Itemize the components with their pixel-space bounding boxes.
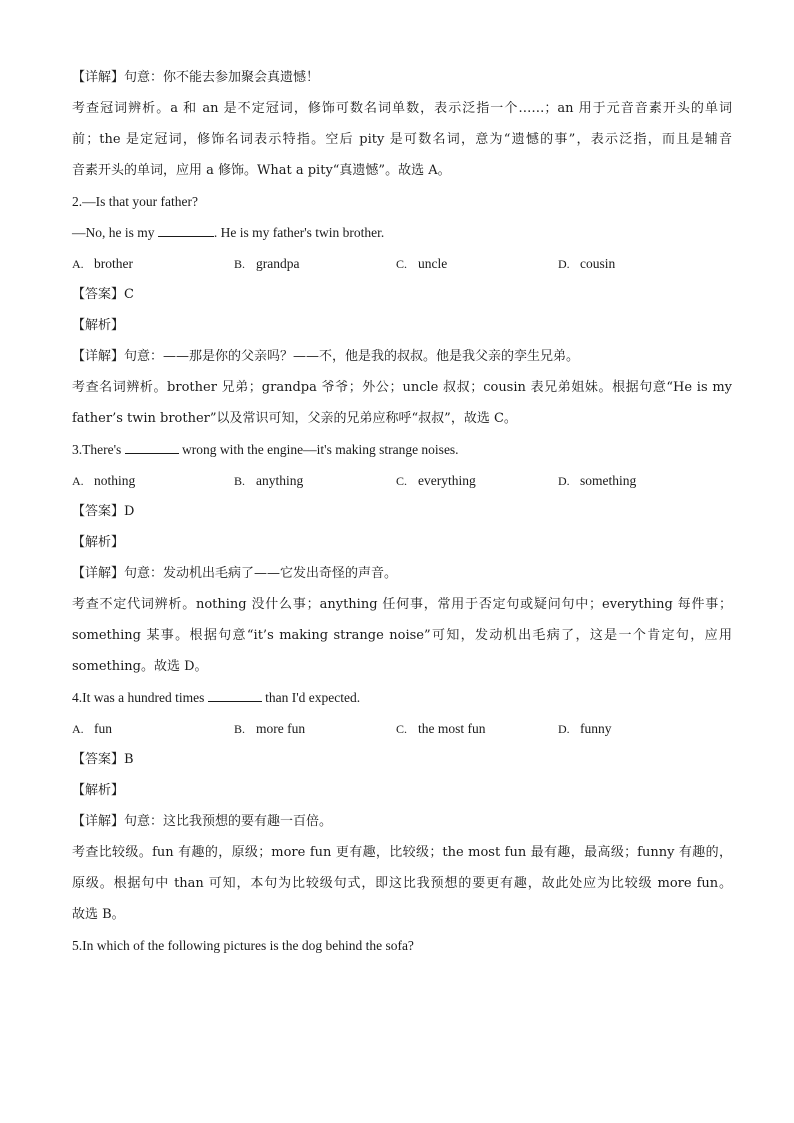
q3-option-c <box>396 465 558 496</box>
q3-analysis-line: something。故选 D。 <box>72 659 208 674</box>
q3-answer: 【答案】D <box>72 504 135 519</box>
q2-analysis-line: father’s twin brother”以及常识可知，父亲的兄弟应称呼“叔叔”，故选 C。 <box>72 411 517 426</box>
q3-options <box>72 465 732 496</box>
q3-option-b <box>234 465 396 496</box>
q1-analysis-line: 考查冠词辨析。a 和 an 是不定冠词，修饰可数名词单数，表示泛指一个……；an 用于元音音素开头的单词 <box>72 101 732 116</box>
q2-detail: 【详解】句意：——那是你的父亲吗？——不，他是我的叔叔。他是我父亲的孪生兄弟。 <box>72 349 580 364</box>
option-text: everything <box>418 473 476 488</box>
option-text: the most fun <box>418 721 486 736</box>
q4-analysis-line: 故选 B。 <box>72 907 125 922</box>
q4-options <box>72 713 732 744</box>
q2-blank <box>158 224 214 237</box>
option-text: anything <box>256 473 304 488</box>
q2-stem-line1: 2.—Is that your father? <box>72 194 198 209</box>
option-letter: D. <box>558 722 570 736</box>
q5-stem: 5.In which of the following pictures is the dog behind the sofa? <box>72 938 414 953</box>
q4-option-a <box>72 713 234 744</box>
option-letter: C. <box>396 474 408 488</box>
q3-option-d <box>558 465 720 496</box>
q4-blank <box>208 689 262 702</box>
option-letter: A. <box>72 257 84 271</box>
q2-option-d <box>558 248 720 279</box>
q4-analysis-line: 考查比较级。fun 有趣的，原级；more fun 更有趣，比较级；the most fun 最有趣，最高级；funny 有趣的， <box>72 845 732 860</box>
option-text: something <box>580 473 637 488</box>
option-text: cousin <box>580 256 616 271</box>
option-letter: A. <box>72 722 84 736</box>
q2-option-b <box>234 248 396 279</box>
q3-stem <box>72 434 732 465</box>
q3-stem-before: 3.There's <box>72 442 122 457</box>
q3-option-a <box>72 465 234 496</box>
option-text: fun <box>94 721 112 736</box>
option-letter: C. <box>396 722 408 736</box>
q3-stem-after: wrong with the engine—it's making strange noises. <box>182 442 459 457</box>
q4-jiexi-heading: 【解析】 <box>72 783 125 798</box>
option-letter: D. <box>558 474 570 488</box>
option-text: more fun <box>256 721 306 736</box>
option-letter: D. <box>558 257 570 271</box>
option-letter: B. <box>234 257 246 271</box>
q2-analysis-line: 考查名词辨析。brother 兄弟；grandpa 爷爷；外公；uncle 叔叔；cousin 表兄弟姐妹。根据句意“He is my <box>72 380 732 395</box>
option-letter: A. <box>72 474 84 488</box>
option-text: nothing <box>94 473 136 488</box>
option-letter: C. <box>396 257 408 271</box>
q2-options <box>72 248 732 279</box>
option-letter: B. <box>234 474 246 488</box>
q4-option-d <box>558 713 720 744</box>
option-text: uncle <box>418 256 448 271</box>
q1-detail: 【详解】句意：你不能去参加聚会真遗憾！ <box>72 70 320 85</box>
q3-jiexi-heading: 【解析】 <box>72 535 125 550</box>
q3-analysis-line: 考查不定代词辨析。nothing 没什么事；anything 任何事，常用于否定句或疑问句中；everything 每件事； <box>72 597 732 612</box>
q2-stem-after: . He is my father's twin brother. <box>213 225 385 240</box>
q2-stem-line2 <box>72 217 732 248</box>
q2-option-a <box>72 248 234 279</box>
option-text: grandpa <box>256 256 300 271</box>
option-text: brother <box>94 256 133 271</box>
q4-answer: 【答案】B <box>72 752 134 767</box>
q2-option-c <box>396 248 558 279</box>
q2-jiexi-heading: 【解析】 <box>72 318 125 333</box>
q4-detail: 【详解】句意：这比我预想的要有趣一百倍。 <box>72 814 333 829</box>
document-page <box>72 62 732 961</box>
q4-option-b <box>234 713 396 744</box>
q4-stem <box>72 682 732 713</box>
q4-stem-before: 4.It was a hundred times <box>72 690 205 705</box>
q4-option-c <box>396 713 558 744</box>
q3-blank <box>125 441 179 454</box>
q1-analysis-line: 前；the 是定冠词，修饰名词表示特指。空后 pity 是可数名词，意为“遗憾的事”，表示泛指，而且是辅音 <box>72 132 732 147</box>
q1-analysis-line: 音素开头的单词，应用 a 修饰。What a pity“真遗憾”。故选 A。 <box>72 163 451 178</box>
q3-detail: 【详解】句意：发动机出毛病了——它发出奇怪的声音。 <box>72 566 398 581</box>
q2-answer: 【答案】C <box>72 287 134 302</box>
option-text: funny <box>580 721 612 736</box>
q3-analysis-line: something 某事。根据句意“it’s making strange noise”可知，发动机出毛病了，这是一个肯定句，应用 <box>72 628 732 643</box>
option-letter: B. <box>234 722 246 736</box>
q4-stem-after: than I'd expected. <box>265 690 361 705</box>
q4-analysis-line: 原级。根据句中 than 可知，本句为比较级句式，即这比我预想的要更有趣，故此处应为比较级 more fun。 <box>72 876 732 891</box>
q2-stem-before: —No, he is my <box>72 225 155 240</box>
